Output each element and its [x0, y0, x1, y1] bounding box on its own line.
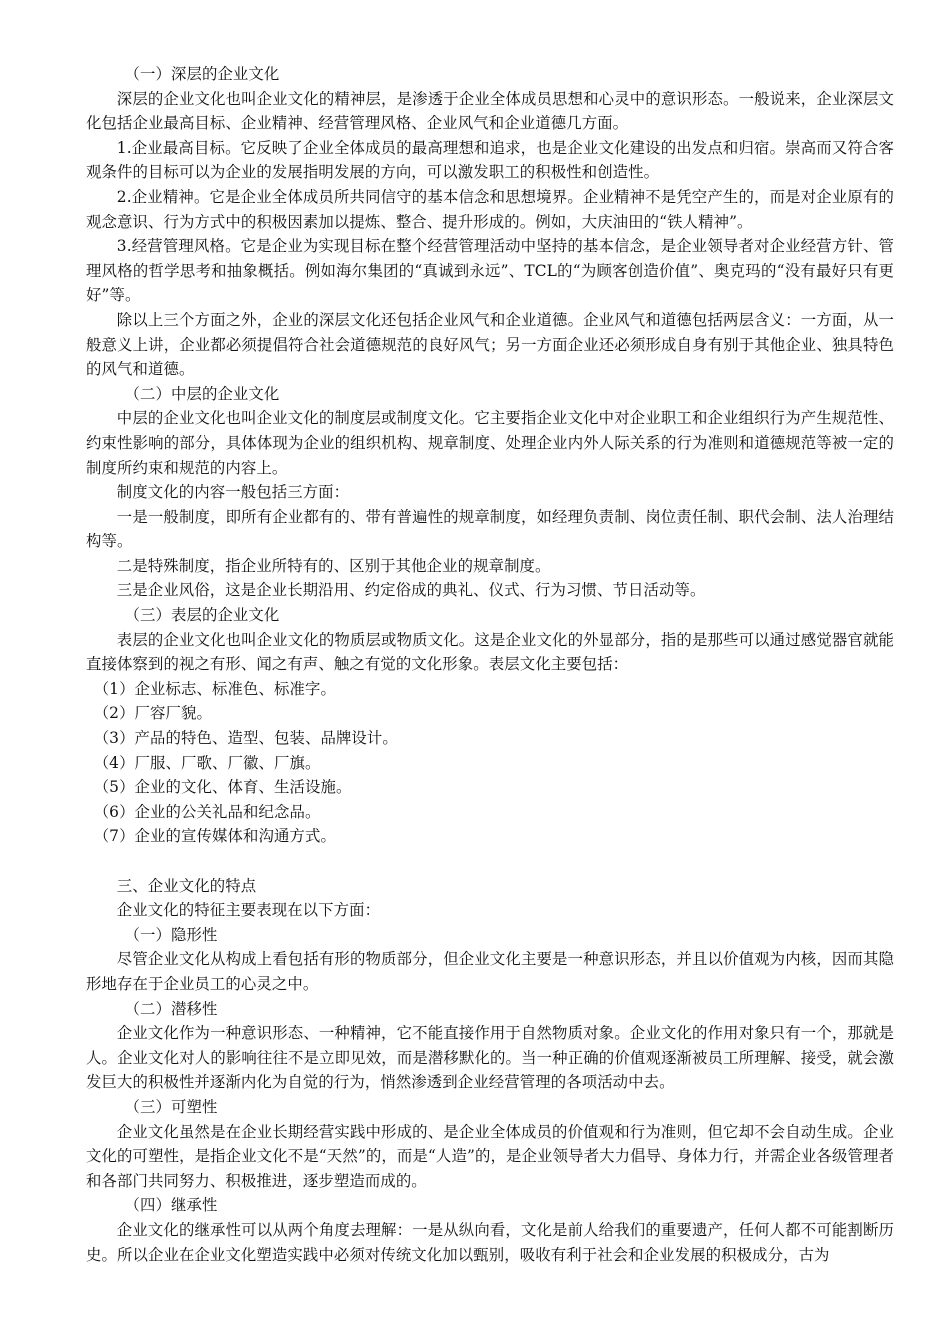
paragraph: 三是企业风俗，这是企业长期沿用、约定俗成的典礼、仪式、行为习惯、节日活动等。 [116, 581, 706, 600]
paragraph: 企业文化虽然是在企业长期经营实践中形成的、是企业全体成员的价值观和行为准则，但它却不会自动生成。企业文化的可塑性，是指企业文化不是“天然”的，而是“人造”的，是企业领导者大力倡导、身体力行，并需企业各级管理者和各部门共同努力、积极推进，逐步塑造而成的。 [86, 1122, 894, 1190]
paragraph: 尽管企业文化从构成上看包括有形的物质部分，但企业文化主要是一种意识形态，并且以价值观为内核，因而其隐形地存在于企业员工的心灵之中。 [86, 950, 894, 993]
list-item: （1）企业标志、标准色、标准字。 [93, 679, 336, 698]
paragraph: 2.企业精神。它是企业全体成员所共同信守的基本信念和思想境界。企业精神不是凭空产生的，而是对企业原有的观念意识、行为方式中的积极因素加以提炼、整合、提升形成的。例如，大庆油田的“铁人精神”。 [86, 187, 894, 231]
paragraph: 一是一般制度，即所有企业都有的、带有普遍性的规章制度，如经理负责制、岗位责任制、职代会制、法人治理结构等。 [86, 507, 894, 551]
section-heading-plasticity: （三）可塑性 [124, 1097, 218, 1116]
section-heading-middle-culture: （二）中层的企业文化 [124, 384, 280, 403]
section-heading-inheritance: （四）继承性 [124, 1196, 218, 1215]
list-item: （7）企业的宣传媒体和沟通方式。 [93, 827, 336, 846]
section-heading-latency: （二）潜移性 [124, 999, 218, 1018]
paragraph: 企业文化的继承性可以从两个角度去理解：一是从纵向看，文化是前人给我们的重要遗产，任何人都不可能割断历史。所以企业在企业文化塑造实践中必须对传统文化加以甄别，吸收有利于社会和企业发展的积极成分，古为 [86, 1220, 894, 1264]
paragraph: 中层的企业文化也叫企业文化的制度层或制度文化。它主要指企业文化中对企业职工和企业组织行为产生规范性、约束性影响的部分，具体体现为企业的组织机构、规章制度、处理企业内外人际关系的行为准则和道德规范等被一定的制度所约束和规范的内容上。 [86, 409, 894, 477]
list-item: （2）厂容厂貌。 [93, 704, 213, 723]
section-heading-invisibility: （一）隐形性 [124, 925, 218, 944]
list-item: （6）企业的公关礼品和纪念品。 [93, 802, 321, 821]
paragraph: 1.企业最高目标。它反映了企业全体成员的最高理想和追求，也是企业文化建设的出发点和归宿。崇高而又符合客观条件的目标可以为企业的发展指明发展的方向，可以激发职工的积极性和创造性。 [86, 138, 894, 182]
paragraph: 深层的企业文化也叫企业文化的精神层，是渗透于企业全体成员思想和心灵中的意识形态。一般说来，企业深层文化包括企业最高目标、企业精神、经营管理风格、企业风气和企业道德几方面。 [86, 89, 894, 133]
document-page [86, 62, 894, 1267]
section-heading-surface-culture: （三）表层的企业文化 [124, 606, 280, 625]
paragraph: 制度文化的内容一般包括三方面： [116, 483, 350, 502]
paragraph: 企业文化的特征主要表现在以下方面： [116, 901, 381, 920]
list-item: （3）产品的特色、造型、包装、品牌设计。 [93, 729, 398, 748]
blank-line [86, 849, 894, 874]
chapter-heading-features: 三、企业文化的特点 [116, 876, 257, 895]
paragraph: 二是特殊制度，指企业所特有的、区别于其他企业的规章制度。 [116, 556, 551, 575]
list-item: （5）企业的文化、体育、生活设施。 [93, 778, 352, 797]
section-heading-deep-culture: （一）深层的企业文化 [124, 65, 280, 83]
paragraph: 企业文化作为一种意识形态、一种精神，它不能直接作用于自然物质对象。企业文化的作用对象只有一个，那就是人。企业文化对人的影响往往不是立即见效，而是潜移默化的。当一种正确的价值观逐渐被员工所理解、接受，就会激发巨大的积极性并逐渐内化为自觉的行为，悄然渗透到企业经营管理的各项活动中去。 [86, 1024, 894, 1092]
paragraph: 3.经营管理风格。它是企业为实现目标在整个经营管理活动中坚持的基本信念，是企业领导者对企业经营方针、管理风格的哲学思考和抽象概括。例如海尔集团的“真诚到永远”、TCL的“为顾客创造价值”、奥克玛的“没有最好只有更好”等。 [86, 237, 894, 305]
paragraph: 表层的企业文化也叫企业文化的物质层或物质文化。这是企业文化的外显部分，指的是那些可以通过感觉器官就能直接体察到的视之有形、闻之有声、触之有觉的文化形象。表层文化主要包括： [86, 630, 894, 674]
paragraph: 除以上三个方面之外，企业的深层文化还包括企业风气和企业道德。企业风气和道德包括两层含义：一方面，从一般意义上讲，企业都必须提倡符合社会道德规范的良好风气；另一方面企业还必须形成自身有别于其他企业、独具特色的风气和道德。 [86, 310, 894, 379]
list-item: （4）厂服、厂歌、厂徽、厂旗。 [93, 753, 321, 772]
